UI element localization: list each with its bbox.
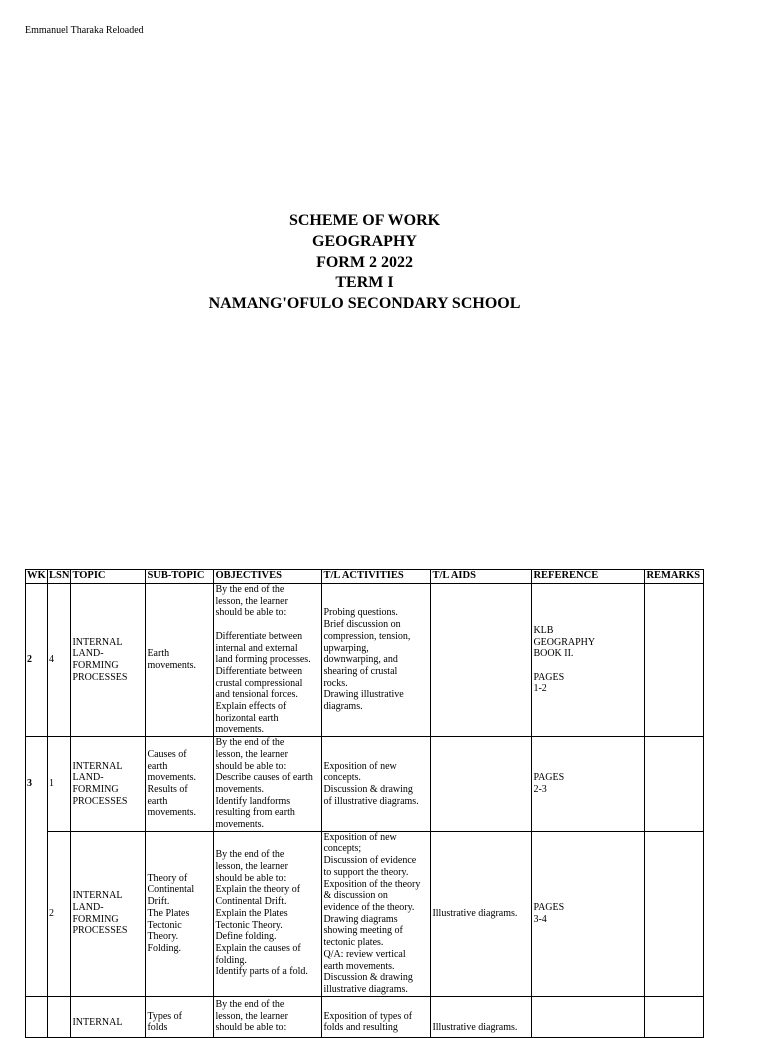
table-row <box>26 831 704 996</box>
table-header-row <box>26 570 704 584</box>
cell-activities: Probing questions. Brief discussion on compression, tension, upwarping, downwarping, and shearing of crustal rocks. Drawing illustrative diagrams. <box>322 584 431 737</box>
header-aids: T/L AIDS <box>431 570 532 584</box>
cell-subtopic: Theory of Continental Drift. The Plates Tectonic Theory. Folding. <box>146 831 214 996</box>
cell-lsn <box>48 996 71 1037</box>
cell-remarks <box>645 737 704 832</box>
table-row <box>26 737 704 832</box>
header-topic: TOPIC <box>71 570 146 584</box>
cell-subtopic: Types of folds <box>146 996 214 1037</box>
cell-objectives: By the end of the lesson, the learner should be able to: <box>214 996 322 1037</box>
cell-aids: Illustrative diagrams. <box>431 996 532 1037</box>
table-row <box>26 996 704 1037</box>
cell-aids: Illustrative diagrams. <box>431 831 532 996</box>
header-wk: WK <box>26 570 48 584</box>
header-activities: T/L ACTIVITIES <box>322 570 431 584</box>
header-lsn: LSN <box>48 570 71 584</box>
cell-reference <box>532 996 645 1037</box>
cell-wk <box>26 996 48 1037</box>
cell-topic: INTERNAL LAND- FORMING PROCESSES <box>71 584 146 737</box>
header-objectives: OBJECTIVES <box>214 570 322 584</box>
cell-activities: Exposition of new concepts; Discussion of evidence to support the theory. Exposition of the theory & discussion on evidence of the theory. Drawing diagrams showing meeting of tectonic plates. Q/A: review vertical earth movements. Discussion & drawing illustrative diagrams. <box>322 831 431 996</box>
cell-reference: PAGES 3-4 <box>532 831 645 996</box>
title-line-3: FORM 2 2022 <box>316 253 413 271</box>
cell-objectives: By the end of the lesson, the learner should be able to: Differentiate between internal and external land forming processes. Differentiate between crustal compressional and tensional forces. Explain effects of horizontal earth movements. <box>214 584 322 737</box>
header-remarks: REMARKS <box>645 570 704 584</box>
cell-wk <box>26 831 48 996</box>
cell-aids <box>431 584 532 737</box>
title-line-2: GEOGRAPHY <box>312 232 417 250</box>
cell-topic: INTERNAL LAND- FORMING PROCESSES <box>71 737 146 832</box>
table-row <box>26 584 704 737</box>
cell-reference: KLB GEOGRAPHY BOOK II. PAGES 1-2 <box>532 584 645 737</box>
scheme-table <box>25 569 704 1038</box>
title-line-5: NAMANG'OFULO SECONDARY SCHOOL <box>208 295 521 313</box>
cell-topic: INTERNAL <box>71 996 146 1037</box>
header-subtopic: SUB-TOPIC <box>146 570 214 584</box>
cell-aids <box>431 737 532 832</box>
cell-wk: 3 <box>26 737 48 832</box>
cell-remarks <box>645 831 704 996</box>
title-line-1: SCHEME OF WORK <box>288 212 441 229</box>
header-note: Emmanuel Tharaka Reloaded <box>25 25 144 36</box>
cell-objectives: By the end of the lesson, the learner should be able to: Explain the theory of Continental Drift. Explain the Plates Tectonic Theory. Define folding. Explain the causes of folding. Identify parts of a fold. <box>214 831 322 996</box>
cell-remarks <box>645 584 704 737</box>
document-title <box>0 211 729 315</box>
cell-wk: 2 <box>26 584 48 737</box>
cell-reference: PAGES 2-3 <box>532 737 645 832</box>
cell-subtopic: Earth movements. <box>146 584 214 737</box>
cell-lsn: 4 <box>48 584 71 737</box>
title-line-4: TERM I <box>335 274 394 292</box>
cell-remarks <box>645 996 704 1037</box>
cell-lsn: 2 <box>48 831 71 996</box>
cell-objectives: By the end of the lesson, the learner should be able to: Describe causes of earth movements. Identify landforms resulting from earth movements. <box>214 737 322 832</box>
cell-activities: Exposition of types of folds and resulting <box>322 996 431 1037</box>
cell-activities: Exposition of new concepts. Discussion & drawing of illustrative diagrams. <box>322 737 431 832</box>
cell-lsn: 1 <box>48 737 71 832</box>
cell-topic: INTERNAL LAND- FORMING PROCESSES <box>71 831 146 996</box>
cell-subtopic: Causes of earth movements. Results of earth movements. <box>146 737 214 832</box>
header-reference: REFERENCE <box>532 570 645 584</box>
